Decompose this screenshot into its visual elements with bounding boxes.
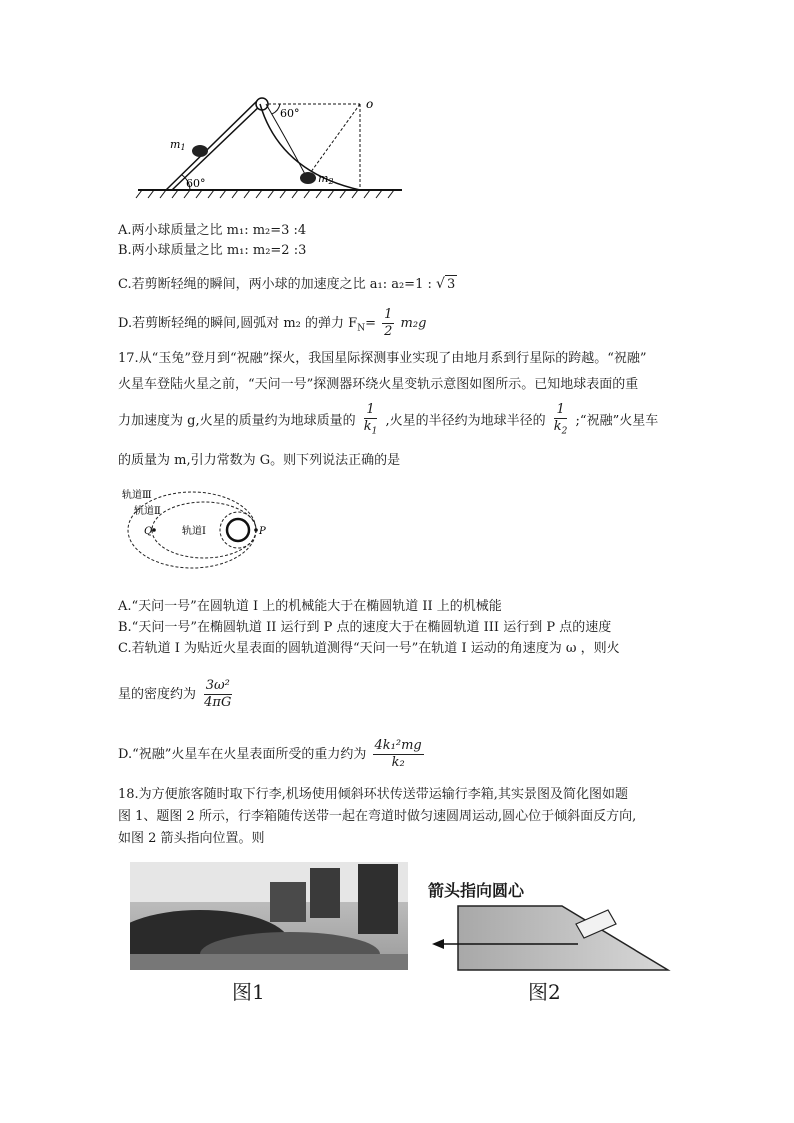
q17-fraction-radius: $\frac{1}{k_2}$ xyxy=(553,402,568,437)
caption-figure-1: 图1 xyxy=(232,980,265,1004)
q17-line-3 xyxy=(118,402,658,440)
q16-option-a: A.两小球质量之比 m₁: m₂=3 :4 xyxy=(118,223,307,238)
q17-line-4: 的质量为 m,引力常数为 G。则下列说法正确的是 xyxy=(118,453,401,468)
label-o: o xyxy=(366,97,374,111)
q17-option-c-fraction: $\frac{\text{3ω²}}{4\pi G}$ xyxy=(204,678,232,710)
q16-option-d-text: D.若剪断轻绳的瞬间,圆弧对 m₂ 的弹力 F xyxy=(118,316,358,331)
q16-option-d-fraction: $\frac{1}{2}$ xyxy=(384,307,393,339)
figure-incline-arc xyxy=(130,92,410,202)
q17-option-d-text: D.“祝融”火星车在火星表面所受的重力约为 xyxy=(118,747,367,762)
q18-line-2: 图 1、题图 2 所示，行李箱随传送带一起在弯道时做匀速圆周运动,圆心位于倾斜面反方向, xyxy=(118,809,637,824)
q17-option-d-fraction: $\frac{\text{4k₁²mg}}{\text{k₂}}$ xyxy=(374,738,422,770)
q17-fraction-mass: $\frac{1}{k_1}$ xyxy=(363,402,378,437)
label-point-q: Q xyxy=(144,526,153,537)
q17-option-c-text: 星的密度约为 xyxy=(118,687,197,702)
label-orbit-1: 轨道Ⅰ xyxy=(182,526,206,537)
q17-option-a: A.“天问一号”在圆轨道 I 上的机械能大于在椭圆轨道 II 上的机械能 xyxy=(118,599,502,614)
label-angle-bottom: 60° xyxy=(186,177,206,190)
q16-option-d-eq: = xyxy=(365,316,376,331)
q17-option-c-line-1: C.若轨道 I 为贴近火星表面的圆轨道测得“天问一号”在轨道 I 运动的角速度为 ω ，则火 xyxy=(118,641,620,656)
q17-line-2: 火星车登陆火星之前，“天问一号”探测器环绕火星变轨示意图如图所示。已知地球表面的重 xyxy=(118,377,639,392)
q16-option-d-sub: N xyxy=(357,323,366,334)
q17-line-3a: 力加速度为 g,火星的质量约为地球质量的 xyxy=(118,413,356,429)
q16-option-c: C.若剪断轻绳的瞬间，两小球的加速度之比 a₁: a₂=1 : √ 3 xyxy=(118,276,456,292)
label-orbit-2: 轨道Ⅱ xyxy=(134,506,161,517)
q16-option-c-text: C.若剪断轻绳的瞬间，两小球的加速度之比 a₁: a₂=1 : xyxy=(118,277,432,292)
figure-2-incline xyxy=(428,902,674,972)
figure-2-title: 箭头指向圆心 xyxy=(428,881,525,900)
q16-option-d xyxy=(118,307,426,340)
q18-line-1: 18.为方便旅客随时取下行李,机场使用倾斜环状传送带运输行李箱,其实景图及简化图如题 xyxy=(118,787,628,802)
label-orbit-3: 轨道Ⅲ xyxy=(122,490,152,501)
caption-figure-2: 图2 xyxy=(528,980,561,1004)
svg-text:m2 xyxy=(318,172,334,186)
q17-option-d xyxy=(118,738,426,771)
label-m2: m xyxy=(318,172,329,185)
figure-orbits xyxy=(120,484,280,576)
q17-option-b: B.“天问一号”在椭圆轨道 II 运行到 P 点的速度大于在椭圆轨道 III 运行到 P 点的速度 xyxy=(118,620,612,635)
q17-line-1: 17.从“玉兔”登月到“祝融”探火，我国星际探测事业实现了由地月系到行星际的跨越。“祝融” xyxy=(118,351,647,366)
label-angle-top: 60° xyxy=(280,107,300,120)
q16-option-c-sqrt: 3 xyxy=(446,277,456,292)
label-m2-sub: 2 xyxy=(328,177,334,186)
q18-line-3: 如图 2 箭头指向位置。则 xyxy=(118,831,265,846)
q17-line-3b: ,火星的半径约为地球半径的 xyxy=(385,413,546,429)
q16-option-b: B.两小球质量之比 m₁: m₂=2 :3 xyxy=(118,243,307,258)
figure-1-photo xyxy=(130,862,408,970)
label-m1: m xyxy=(170,138,181,151)
svg-text:m1 xyxy=(170,138,186,152)
label-m1-sub: 1 xyxy=(180,143,186,152)
q17-line-3c: ;“祝融”火星车 xyxy=(575,413,659,429)
q16-option-d-tail: m₂g xyxy=(400,316,427,331)
q17-option-c-line-2 xyxy=(118,678,235,711)
label-point-p: P xyxy=(259,526,266,537)
